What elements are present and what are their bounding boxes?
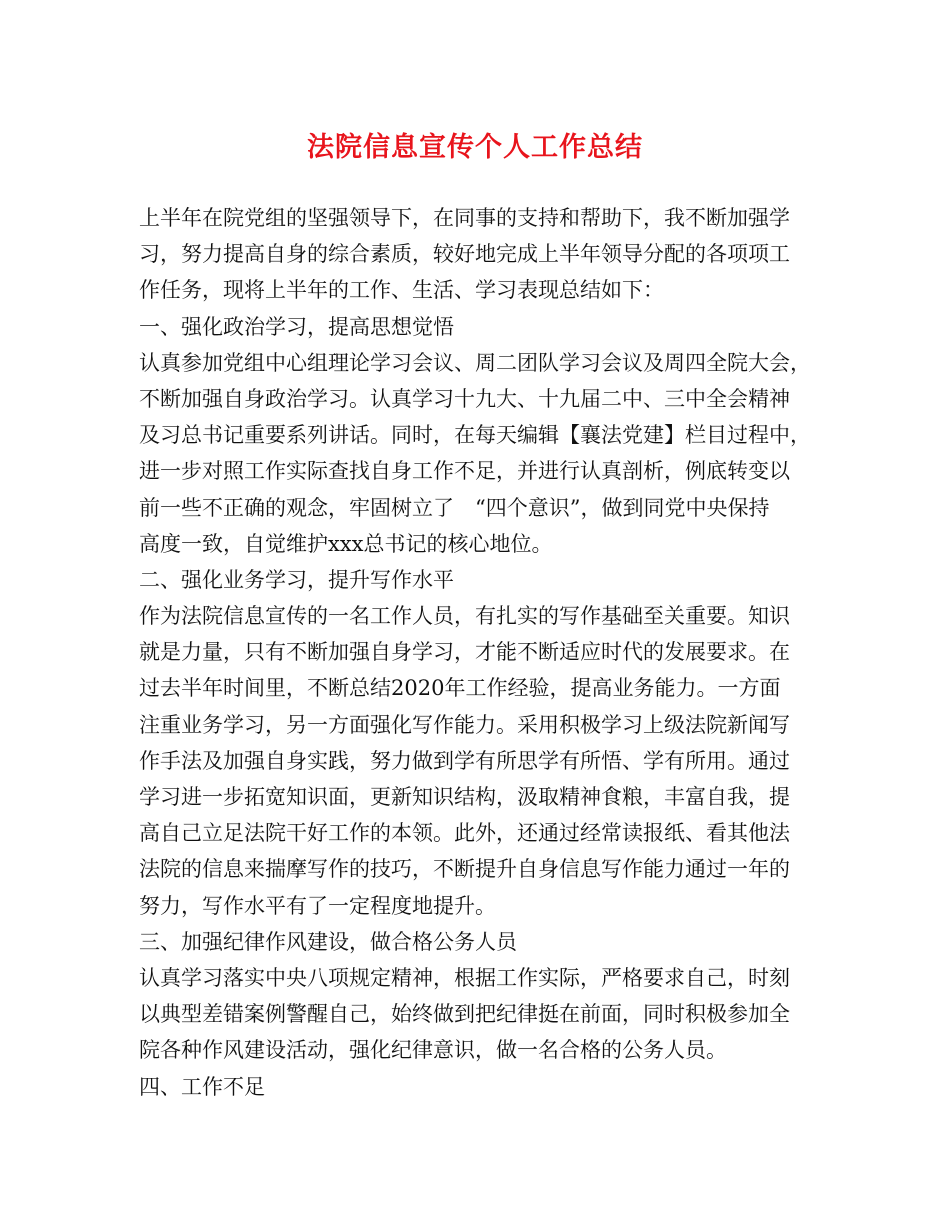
- section-heading-1: 一、强化政治学习，提高思想觉悟: [139, 314, 454, 339]
- document-body: [139, 200, 819, 1105]
- section-2-line-7: 高自己立足法院干好工作的本领。此外，还通过经常读报纸、看其他法: [139, 821, 790, 846]
- document-title: 法院信息宣传个人工作总结: [307, 132, 643, 163]
- intro-line-2: 习，努力提高自身的综合素质，较好地完成上半年领导分配的各项项工: [139, 242, 790, 267]
- section-2-line-4: 注重业务学习，另一方面强化写作能力。采用积极学习上级法院新闻写: [139, 712, 790, 737]
- section-3-line-1: 认真学习落实中央八项规定精神，根据工作实际，严格要求自己，时刻: [139, 965, 790, 990]
- section-2-line-9: 努力，写作水平有了一定程度地提升。: [139, 893, 496, 918]
- section-1-line-3: 及习总书记重要系列讲话。同时，在每天编辑【襄法党建】栏目过程中，: [139, 423, 811, 448]
- section-heading-4: 四、工作不足: [139, 1074, 265, 1099]
- intro-line-1: 上半年在院党组的坚强领导下，在同事的支持和帮助下，我不断加强学: [139, 206, 790, 230]
- section-1-line-2: 不断加强自身政治学习。认真学习十九大、十九届二中、三中全会精神: [139, 386, 790, 411]
- section-1-line-5: 前一些不正确的观念，牢固树立了 “四个意识”，做到同党中央保持: [139, 495, 770, 520]
- intro-line-3: 作任务，现将上半年的工作、生活、学习表现总结如下：: [139, 278, 664, 303]
- section-3-line-3: 院各种作风建设活动，强化纪律意识，做一名合格的公务人员。: [139, 1038, 727, 1063]
- section-3-line-2: 以典型差错案例警醒自己，始终做到把纪律挺在前面，同时积极参加全: [139, 1002, 790, 1027]
- section-2-line-1: 作为法院信息宣传的一名工作人员，有扎实的写作基础至关重要。知识: [139, 604, 790, 629]
- section-1-line-1: 认真参加党组中心组理论学习会议、周二团队学习会议及周四全院大会，: [139, 350, 811, 375]
- section-2-line-8: 法院的信息来揣摩写作的技巧，不断提升自身信息写作能力通过一年的: [139, 857, 790, 882]
- section-2-line-2: 就是力量，只有不断加强自身学习，才能不断适应时代的发展要求。在: [139, 640, 790, 665]
- section-heading-3: 三、加强纪律作风建设，做合格公务人员: [139, 929, 517, 954]
- section-2-line-5: 作手法及加强自身实践，努力做到学有所思学有所悟、学有所用。通过: [139, 748, 790, 773]
- section-1-line-6: 高度一致，自觉维护xxx总书记的核心地位。: [139, 531, 553, 556]
- section-2-line-6: 学习进一步拓宽知识面，更新知识结构，汲取精神食粮，丰富自我，提: [139, 785, 790, 809]
- section-heading-2: 二、强化业务学习，提升写作水平: [139, 567, 454, 592]
- section-1-line-4: 进一步对照工作实际查找自身工作不足，并进行认真剖析，例底转变以: [139, 459, 790, 484]
- section-2-line-3: 过去半年时间里，不断总结2020年工作经验，提高业务能力。一方面: [139, 676, 781, 701]
